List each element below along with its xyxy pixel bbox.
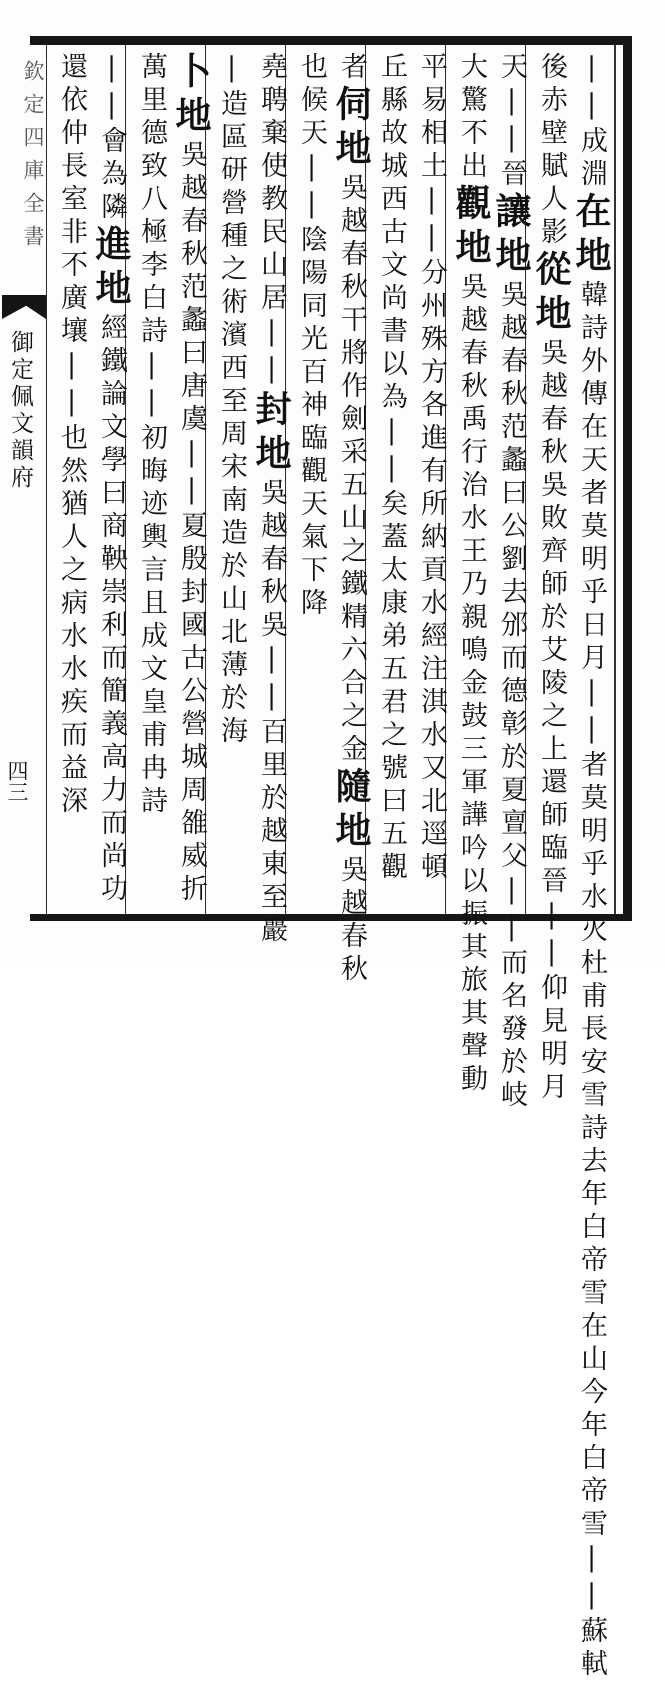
text-segment: 吳越春秋吳||百里於越東至巖 bbox=[256, 478, 287, 948]
text-segment: 吳越春秋禹行治水王乃親鳴金鼓三軍譁吟以振其旅其聲動 bbox=[456, 272, 487, 1097]
page-frame-right bbox=[623, 36, 632, 921]
page-frame-top bbox=[30, 36, 630, 45]
text-column bbox=[366, 52, 406, 885]
text-column bbox=[286, 52, 326, 621]
text-segment: 經鐵論文學曰商鞅崇利而簡義高力而尚功 bbox=[96, 313, 127, 907]
text-segment: ||成淵 bbox=[576, 52, 607, 192]
headword: 卜地 bbox=[170, 52, 212, 140]
text-column bbox=[446, 52, 492, 1097]
text-segment: 平易相土||分州殊方各進有所納貢水經注淇水又北逕頓 bbox=[416, 52, 447, 885]
text-segment: 候天||陰陽同光百神臨觀天氣下降 bbox=[296, 85, 327, 621]
text-column bbox=[166, 52, 212, 907]
text-column bbox=[46, 52, 86, 819]
headword: 封地 bbox=[250, 390, 292, 478]
volume-label: 欽定四庫全書 bbox=[21, 60, 45, 258]
text-segment: 韓詩外傳在天者莫明乎日月||者莫明乎水火杜甫長安雪詩去年白帝雪在山今年白帝雪||蘇軾 bbox=[576, 280, 607, 1682]
text-segment: 後赤壁賦人影 bbox=[536, 52, 567, 250]
text-segment: 吳越春秋干將作劍采五山之鐵精六合之金 bbox=[336, 173, 367, 767]
text-segment: 吳越春秋范蠡曰公劉去邠而德彰於夏亶父||而名發於岐 bbox=[496, 280, 527, 1113]
text-segment: 者 bbox=[336, 52, 367, 85]
fish-tail-ornament bbox=[2, 295, 46, 319]
text-segment: |造區研營種之術 bbox=[216, 52, 247, 320]
page-frame-inner-right bbox=[614, 45, 616, 914]
text-segment: 非不廣壤||也然猶人之病水水疾而益深 bbox=[56, 217, 87, 819]
text-segment: 吳越春秋范蠡曰唐虞||夏殷封國古公營城周雒威折 bbox=[176, 140, 207, 907]
text-column bbox=[86, 52, 132, 907]
text-column bbox=[406, 52, 446, 885]
headword: 觀地 bbox=[450, 184, 492, 272]
headword: 伺地 bbox=[330, 85, 372, 173]
text-column bbox=[206, 52, 246, 749]
text-column bbox=[246, 52, 292, 948]
text-segment: 吳越春秋吳敗齊師於艾陵之上還師臨晉||仰見明月 bbox=[536, 338, 567, 1105]
text-segment: 丘縣故城西古文尚書以為||矣蓋太康弟五君之號曰五觀 bbox=[376, 52, 407, 885]
text-segment: 濱西至周宋南造於山北薄於海 bbox=[216, 320, 247, 749]
page-number: 四三 bbox=[5, 760, 29, 802]
text-segment: 萬里德致八極李白詩||初晦迹輿言且成文皇甫冉詩 bbox=[136, 52, 167, 819]
text-column bbox=[486, 52, 532, 1113]
text-segment: 吳越春秋 bbox=[336, 855, 367, 987]
text-segment: 還依仲長室 bbox=[56, 52, 87, 217]
text-column bbox=[126, 52, 166, 819]
headword: 隨地 bbox=[330, 767, 372, 855]
text-column bbox=[326, 52, 372, 987]
text-column bbox=[526, 52, 572, 1105]
headword: 進地 bbox=[90, 225, 132, 313]
headword: 讓地 bbox=[490, 192, 532, 280]
headword: 從地 bbox=[530, 250, 572, 338]
text-segment: 大驚不出 bbox=[456, 52, 487, 184]
book-title: 御定佩文韻府 bbox=[7, 330, 33, 492]
text-segment: 堯聘棄使教民山居|| bbox=[256, 52, 287, 390]
text-segment: ||會為隣 bbox=[96, 52, 127, 225]
text-column bbox=[566, 52, 612, 1682]
text-segment: 天||晉 bbox=[496, 52, 527, 192]
headword: 在地 bbox=[570, 192, 612, 280]
text-segment: 也 bbox=[296, 52, 327, 85]
